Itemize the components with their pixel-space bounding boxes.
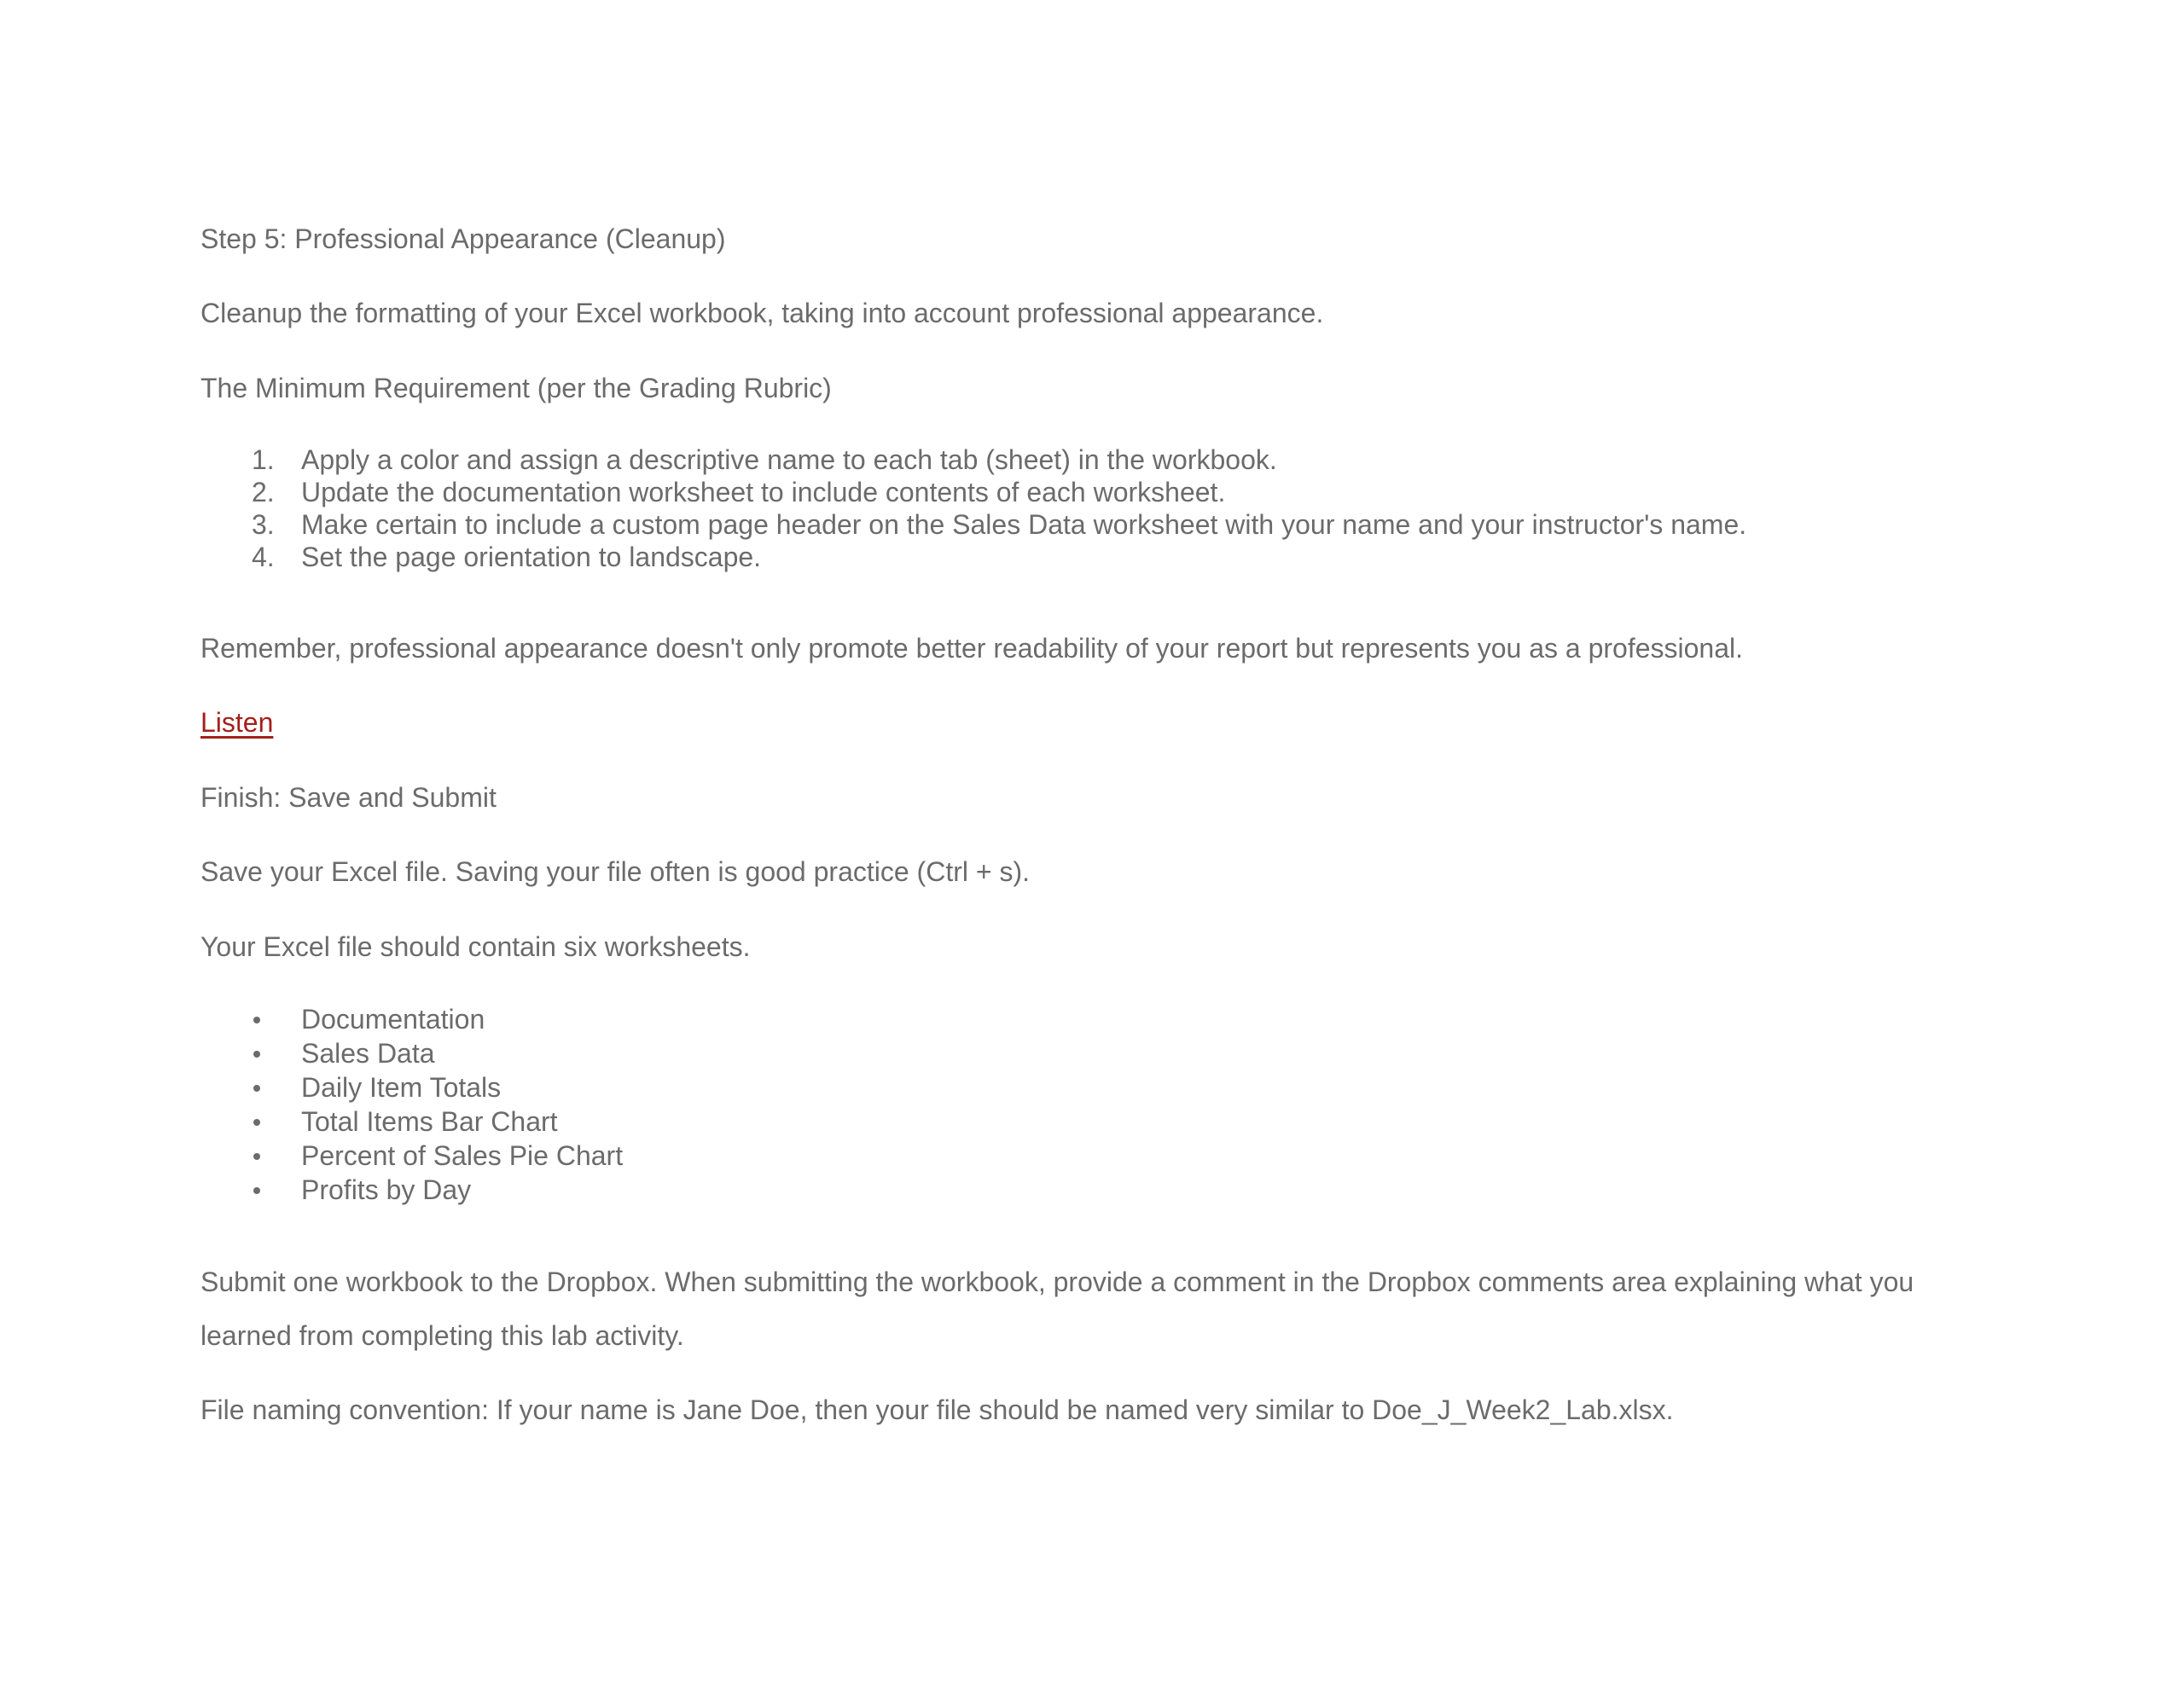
list-number: 4. [252,542,275,572]
list-item [200,1173,623,1207]
list-item [200,1002,623,1036]
list-item-text: Update the documentation worksheet to include contents of each worksheet. [301,477,1226,507]
listen-link[interactable]: Listen [200,707,274,738]
step5-heading: Step 5: Professional Appearance (Cleanup) [200,223,726,254]
list-item [200,541,1746,573]
naming-convention-text: File naming convention: If your name is Jane Doe, then your file should be named very similar to Doe_J_Week2_Lab.xlsx. [200,1394,1674,1425]
submit-text-line2: learned from completing this lab activity. [200,1320,684,1351]
bullet-icon [253,1085,260,1092]
bullet-icon [253,1153,260,1160]
worksheet-list [200,1002,623,1207]
list-item-text: Sales Data [301,1038,435,1069]
list-item [200,1104,623,1139]
worksheet-count-text: Your Excel file should contain six worksheets. [200,931,751,962]
listen-link-wrapper [200,705,273,739]
list-item-text: Total Items Bar Chart [301,1106,558,1137]
list-number: 2. [252,477,275,507]
list-item [200,1139,623,1173]
requirements-list [200,443,1746,573]
bullet-icon [253,1119,260,1126]
finish-heading: Finish: Save and Submit [200,782,497,813]
bullet-icon [253,1017,260,1023]
list-item [200,508,1746,541]
list-item [200,443,1746,476]
list-item-text: Apply a color and assign a descriptive name to each tab (sheet) in the workbook. [301,444,1277,475]
bullet-icon [253,1187,260,1194]
reminder-text: Remember, professional appearance doesn't only promote better readability of your report but represents you as a professional. [200,633,1744,664]
requirement-heading: The Minimum Requirement (per the Grading Rubric) [200,373,832,403]
list-number: 3. [252,509,275,540]
save-instructions: Save your Excel file. Saving your file often is good practice (Ctrl + s). [200,856,1030,887]
step5-intro: Cleanup the formatting of your Excel workbook, taking into account professional appearance. [200,298,1324,328]
list-item [200,1036,623,1070]
submit-text-line1: Submit one workbook to the Dropbox. When submitting the workbook, provide a comment in the Dropbox comments area explaining what you [200,1267,1914,1297]
list-item-text: Make certain to include a custom page header on the Sales Data worksheet with your name and your instructor's name. [301,509,1747,540]
list-item-text: Profits by Day [301,1174,472,1205]
list-item-text: Daily Item Totals [301,1072,502,1103]
list-item-text: Set the page orientation to landscape. [301,542,762,572]
list-number: 1. [252,444,275,475]
list-item [200,1070,623,1104]
list-item [200,476,1746,508]
bullet-icon [253,1051,260,1058]
list-item-text: Documentation [301,1004,485,1035]
list-item-text: Percent of Sales Pie Chart [301,1140,624,1171]
